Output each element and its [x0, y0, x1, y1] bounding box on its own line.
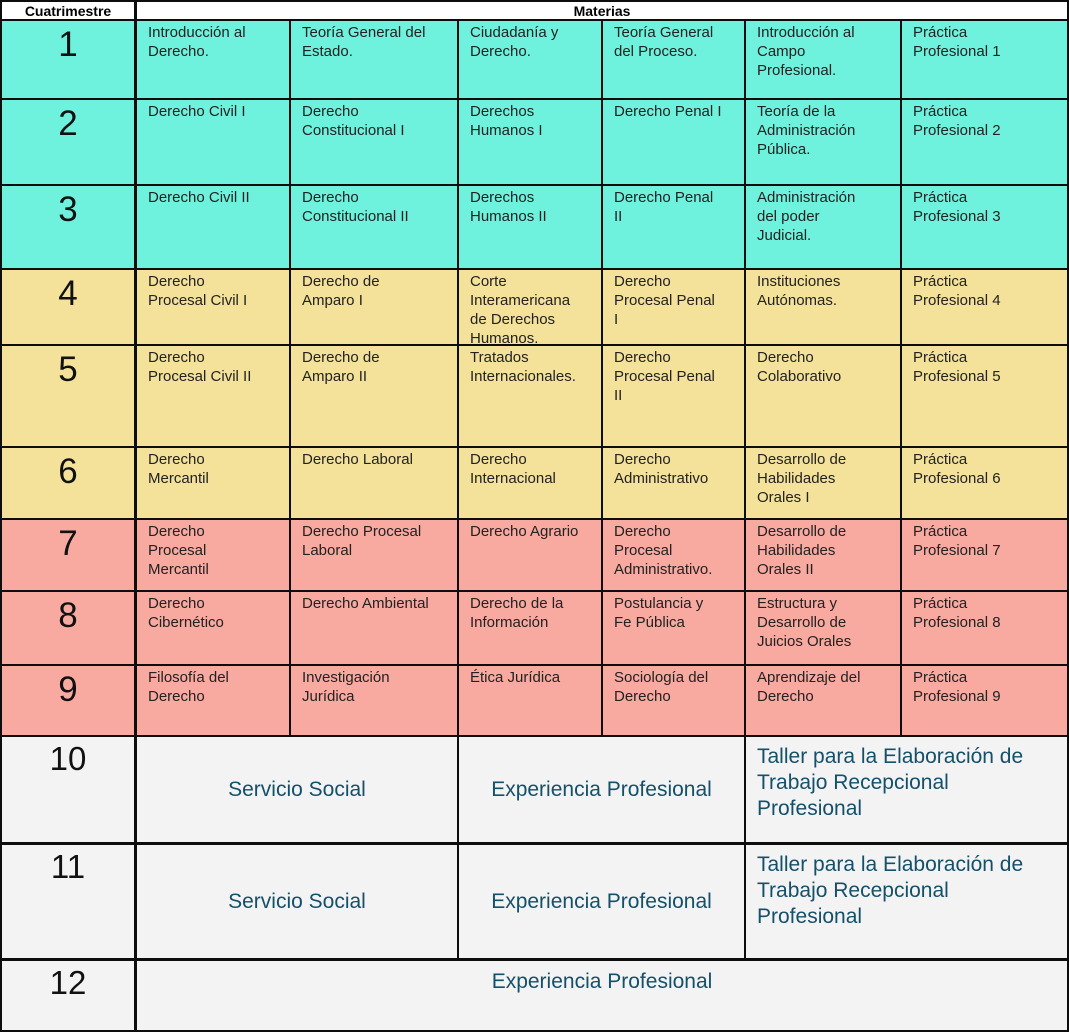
taller-cell: Taller para la Elaboración de Trabajo Recepcional Profesional: [746, 737, 1067, 842]
subject-cell: Derecho Colaborativo: [746, 346, 900, 446]
header-materias: Materias: [137, 2, 1067, 19]
subject-cell: Teoría de la Administración Pública.: [746, 100, 900, 184]
subject-cell: Postulancia y Fe Pública: [603, 592, 744, 664]
subject-cell: Corte Interamericana de Derechos Humanos.: [459, 270, 601, 344]
subject-cell: Práctica Profesional 5: [902, 346, 1067, 446]
subject-cell: Práctica Profesional 4: [902, 270, 1067, 344]
subject-cell: Derechos Humanos II: [459, 186, 601, 268]
subject-cell: Práctica Profesional 1: [902, 21, 1067, 98]
subject-cell: Derecho Constitucional I: [291, 100, 457, 184]
subject-cell: Desarrollo de Habilidades Orales II: [746, 520, 900, 590]
cuatrimestre-number: 8: [2, 592, 134, 664]
subject-cell: Estructura y Desarrollo de Juicios Orales: [746, 592, 900, 664]
subject-cell: Aprendizaje del Derecho: [746, 666, 900, 735]
subject-cell: Teoría General del Estado.: [291, 21, 457, 98]
cuatrimestre-number: 2: [2, 100, 134, 184]
subject-cell: Derecho Procesal Penal II: [603, 346, 744, 446]
experiencia-profesional-cell: Experiencia Profesional: [459, 737, 744, 842]
servicio-social-cell: Servicio Social: [137, 737, 457, 842]
subject-cell: Derecho Internacional: [459, 448, 601, 518]
subject-cell: Derecho Procesal Mercantil: [137, 520, 289, 590]
subject-cell: Sociología del Derecho: [603, 666, 744, 735]
cuatrimestre-number: 11: [2, 845, 134, 958]
cuatrimestre-number: 4: [2, 270, 134, 344]
subject-cell: Administración del poder Judicial.: [746, 186, 900, 268]
subject-cell: Práctica Profesional 8: [902, 592, 1067, 664]
subject-cell: Práctica Profesional 2: [902, 100, 1067, 184]
servicio-social-cell: Servicio Social: [137, 845, 457, 958]
subject-cell: Derecho Mercantil: [137, 448, 289, 518]
subject-cell: Derecho Penal II: [603, 186, 744, 268]
subject-cell: Derecho de la Información: [459, 592, 601, 664]
cuatrimestre-number: 10: [2, 737, 134, 842]
subject-cell: Práctica Profesional 3: [902, 186, 1067, 268]
subject-cell: Práctica Profesional 6: [902, 448, 1067, 518]
subject-cell: Tratados Internacionales.: [459, 346, 601, 446]
subject-cell: Derecho Constitucional II: [291, 186, 457, 268]
cuatrimestre-number: 6: [2, 448, 134, 518]
subject-cell: Derecho Ambiental: [291, 592, 457, 664]
subject-cell: Introducción al Campo Profesional.: [746, 21, 900, 98]
cuatrimestre-number: 9: [2, 666, 134, 735]
subject-cell: Derecho Penal I: [603, 100, 744, 184]
subject-cell: Práctica Profesional 7: [902, 520, 1067, 590]
cuatrimestre-number: 1: [2, 21, 134, 98]
subject-cell: Derecho Administrativo: [603, 448, 744, 518]
cuatrimestre-number: 12: [2, 961, 134, 1030]
cuatrimestre-number: 3: [2, 186, 134, 268]
subject-cell: Derecho Cibernético: [137, 592, 289, 664]
subject-cell: Derecho Procesal Administrativo.: [603, 520, 744, 590]
cuatrimestre-number: 7: [2, 520, 134, 590]
subject-cell: Derecho Procesal Laboral: [291, 520, 457, 590]
subject-cell: Ciudadanía y Derecho.: [459, 21, 601, 98]
subject-cell: Derecho de Amparo I: [291, 270, 457, 344]
subject-cell: Derecho Civil I: [137, 100, 289, 184]
subject-cell: Derecho Civil II: [137, 186, 289, 268]
subject-cell: Derecho Procesal Civil II: [137, 346, 289, 446]
experiencia-profesional-cell: Experiencia Profesional: [137, 961, 1067, 1030]
subject-cell: Derecho Laboral: [291, 448, 457, 518]
subject-cell: Derecho de Amparo II: [291, 346, 457, 446]
subject-cell: Introducción al Derecho.: [137, 21, 289, 98]
experiencia-profesional-cell: Experiencia Profesional: [459, 845, 744, 958]
subject-cell: Derechos Humanos I: [459, 100, 601, 184]
subject-cell: Derecho Agrario: [459, 520, 601, 590]
taller-cell: Taller para la Elaboración de Trabajo Recepcional Profesional: [746, 845, 1067, 958]
subject-cell: Derecho Procesal Civil I: [137, 270, 289, 344]
subject-cell: Filosofía del Derecho: [137, 666, 289, 735]
subject-cell: Teoría General del Proceso.: [603, 21, 744, 98]
cuatrimestre-number: 5: [2, 346, 134, 446]
subject-cell: Instituciones Autónomas.: [746, 270, 900, 344]
subject-cell: Desarrollo de Habilidades Orales I: [746, 448, 900, 518]
header-cuatrimestre: Cuatrimestre: [2, 2, 134, 19]
subject-cell: Investigación Jurídica: [291, 666, 457, 735]
subject-cell: Ética Jurídica: [459, 666, 601, 735]
subject-cell: Derecho Procesal Penal I: [603, 270, 744, 344]
subject-cell: Práctica Profesional 9: [902, 666, 1067, 735]
